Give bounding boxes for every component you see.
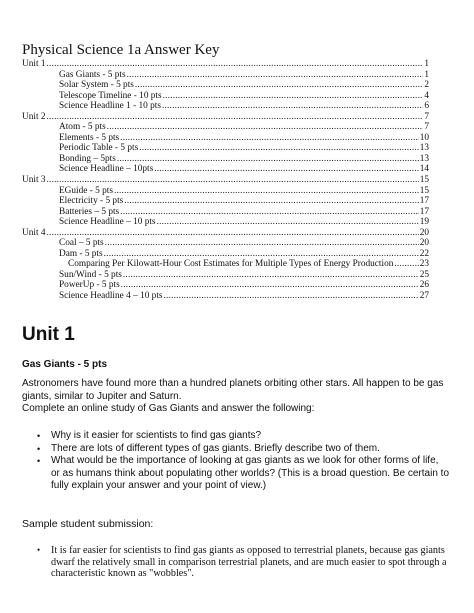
toc-entry-label: Dam - 5 pts (59, 248, 103, 259)
document-title: Physical Science 1a Answer Key (22, 42, 220, 58)
toc-leader-dots (47, 175, 419, 186)
list-item (37, 545, 450, 580)
toc-entry-page: 20 (419, 227, 429, 238)
toc-entry-page: 13 (419, 153, 429, 164)
toc-entry-label: Science Headline 4 – 10 pts (59, 291, 163, 302)
toc-entry-page: 7 (424, 111, 429, 122)
toc-entry-label: Unit 2 (22, 111, 46, 122)
toc-entry-page: 25 (419, 269, 429, 280)
list-item (37, 455, 450, 493)
toc-entry-page: 23 (419, 259, 429, 270)
toc-entry-label: Science Headline – 10pts (59, 164, 154, 175)
toc-entry-label: Batteries – 5 pts (59, 206, 120, 217)
bullet-icon: • (37, 431, 41, 441)
toc-entry-label: PowerUp - 5 pts (59, 280, 120, 291)
toc-leader-dots (123, 270, 419, 281)
submission-label: Sample student submission: (22, 518, 154, 530)
toc-entry-page: 17 (419, 196, 429, 207)
toc-entry-page: 22 (419, 248, 429, 259)
toc-leader-dots (107, 122, 424, 133)
toc-leader-dots (120, 207, 419, 218)
toc-entry-page: 14 (419, 164, 429, 175)
toc-entry[interactable] (22, 59, 429, 70)
question-text: There are lots of different types of gas giants. Briefly describe two of them. (51, 442, 380, 454)
toc-entry-page: 6 (424, 101, 429, 112)
toc-leader-dots (105, 238, 419, 249)
toc-entry[interactable] (22, 259, 429, 270)
toc-leader-dots (154, 164, 418, 175)
list-item (37, 430, 450, 443)
toc-entry[interactable] (22, 164, 429, 175)
toc-entry-label: EGuide - 5 pts (59, 185, 113, 196)
toc-entry-label: Science Headline 1 - 10 pts (59, 101, 161, 112)
toc-entry[interactable] (22, 122, 429, 133)
toc-entry[interactable] (22, 70, 429, 81)
answer-list (37, 545, 450, 580)
toc-entry-label: Unit 3 (22, 175, 46, 186)
toc-entry-page: 1 (424, 69, 429, 80)
toc-leader-dots (162, 101, 423, 112)
toc-entry-page: 19 (419, 217, 429, 228)
toc-leader-dots (139, 143, 418, 154)
toc-entry[interactable] (22, 101, 429, 112)
intro-paragraph (22, 378, 450, 416)
toc-entry-label: Telescope Timeline - 10 pts (59, 90, 162, 101)
toc-entry-label: Science Headline – 10 pts (59, 217, 156, 228)
answer-text: It is far easier for scientists to find gas giants as opposed to terrestrial planets, because gas giants dwarf the relatively small in comparison terrestrial planets, and are much easier to spot through a characteristic known as "wobbles". (51, 545, 447, 580)
toc-entry-page: 26 (419, 280, 429, 291)
toc-leader-dots (127, 70, 424, 81)
toc-entry[interactable] (22, 133, 429, 144)
toc-entry[interactable] (22, 270, 429, 281)
toc-entry[interactable] (22, 207, 429, 218)
toc-entry[interactable] (22, 186, 429, 197)
toc-entry[interactable] (22, 80, 429, 91)
toc-entry-label: Electricity - 5 pts (59, 196, 124, 207)
toc-leader-dots (163, 91, 424, 102)
intro-text: Astronomers have found more than a hundred planets orbiting other stars. All happen to be gas giants, similar to Jupiter and Saturn. (22, 378, 444, 402)
toc-entry[interactable] (22, 280, 429, 291)
toc-entry-label: Unit 1 (22, 59, 46, 69)
toc-entry-label: Elements - 5 pts (59, 132, 120, 143)
toc-entry[interactable] (22, 175, 429, 186)
toc-entry[interactable] (22, 249, 429, 260)
toc-leader-dots (117, 154, 419, 165)
toc-entry-label: Gas Giants - 5 pts (59, 69, 126, 80)
toc-entry[interactable] (22, 143, 429, 154)
toc-entry-page: 2 (424, 80, 429, 91)
toc-leader-dots (104, 249, 419, 260)
toc-leader-dots (394, 259, 418, 270)
toc-leader-dots (120, 133, 419, 144)
toc-entry[interactable] (22, 238, 429, 249)
bullet-icon: • (37, 456, 41, 466)
toc-leader-dots (47, 112, 424, 123)
toc-entry[interactable] (22, 217, 429, 228)
toc-leader-dots (47, 59, 424, 70)
toc-entry-page: 10 (419, 132, 429, 143)
toc-entry-label: Coal – 5 pts (59, 238, 104, 249)
toc-leader-dots (157, 217, 419, 228)
section-heading: Unit 1 (22, 324, 75, 345)
bullet-icon: • (37, 443, 41, 454)
toc-entry-label: Periodic Table - 5 pts (59, 143, 139, 154)
toc-entry-label: Solar System - 5 pts (59, 80, 134, 91)
toc-leader-dots (164, 291, 419, 302)
instruction-text: Complete an online study of Gas Giants and answer the following: (22, 403, 315, 414)
subsection-heading: Gas Giants - 5 pts (22, 359, 108, 370)
toc-entry[interactable] (22, 91, 429, 102)
toc-entry[interactable] (22, 154, 429, 165)
question-text: Why is it easier for scientists to find gas giants? (51, 430, 262, 441)
toc-entry-page: 1 (424, 59, 429, 69)
toc-entry-label: Sun/Wind - 5 pts (59, 269, 122, 280)
toc-entry-page: 27 (419, 291, 429, 302)
toc-entry-page: 17 (419, 206, 429, 217)
toc-entry-label: Bonding – 5pts (59, 153, 116, 164)
toc-leader-dots (124, 196, 418, 207)
bullet-icon: • (37, 545, 41, 555)
toc-entry[interactable] (22, 228, 429, 239)
toc-leader-dots (47, 228, 419, 239)
list-item (37, 443, 450, 456)
question-text: What would be the importance of looking at gas giants as we look for other forms of life, or as humans think about populating other worlds? (This is a broad question. Be certain to fully explain your answer and your point of view.) (51, 455, 450, 491)
toc-entry[interactable] (22, 196, 429, 207)
toc-entry-label: Unit 4 (22, 227, 46, 238)
question-list (37, 430, 450, 493)
toc-entry-page: 4 (424, 90, 429, 101)
toc-leader-dots (121, 280, 419, 291)
toc-leader-dots (135, 80, 423, 91)
toc-entry-page: 13 (419, 143, 429, 154)
toc-entry-label: Comparing Per Kilowatt-Hour Cost Estimates for Multiple Types of Energy Production (68, 259, 394, 270)
toc-leader-dots (114, 186, 419, 197)
toc-entry-page: 20 (419, 238, 429, 249)
toc-entry-label: Atom - 5 pts (59, 122, 106, 133)
toc-entry-page: 7 (424, 122, 429, 133)
toc-entry-page: 15 (419, 175, 429, 186)
toc-entry[interactable] (22, 291, 429, 302)
toc-entry[interactable] (22, 112, 429, 123)
toc-entry-page: 15 (419, 185, 429, 196)
table-of-contents (22, 59, 429, 302)
